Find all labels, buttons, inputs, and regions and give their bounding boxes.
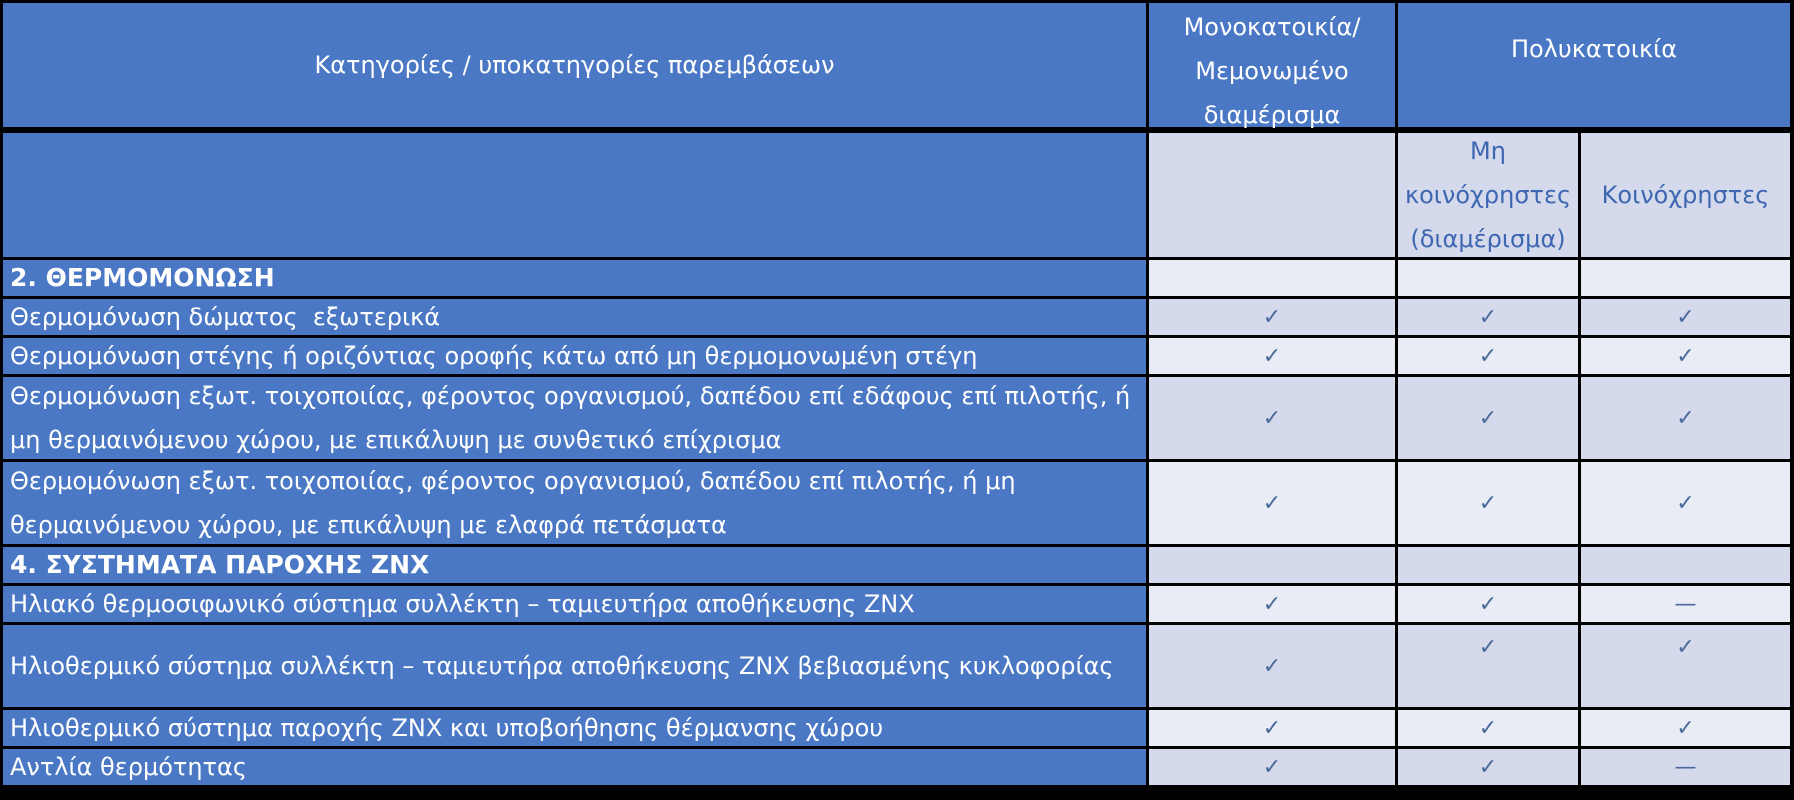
check-non-common: [1398, 377, 1578, 459]
check-common: [1581, 338, 1790, 374]
row-label-text: Θερμομόνωση δώματος εξωτερικά: [10, 303, 441, 331]
check-non-common: [1398, 338, 1578, 374]
check-mark-icon: ✓: [1676, 405, 1695, 431]
row-label-text: Θερμομόνωση στέγης ή οριζόντιας οροφής κάτω από μη θερμομονωμένη στέγη: [10, 342, 978, 370]
check-mark-icon: ✓: [1478, 343, 1498, 369]
section-title: [3, 260, 1146, 296]
check-mark-icon: ✓: [1262, 490, 1282, 516]
dash-mark-icon: —: [1674, 754, 1697, 780]
row-label: [3, 625, 1146, 707]
dash-mark-icon: —: [1674, 591, 1697, 617]
row-label: [3, 749, 1146, 785]
check-single: [1149, 749, 1395, 785]
check-non-common: [1398, 749, 1578, 785]
check-common: [1581, 749, 1790, 785]
check-mark-icon: ✓: [1478, 304, 1498, 330]
header-non-common: [1398, 133, 1578, 257]
check-common: [1581, 299, 1790, 335]
section-blank-non-common: [1398, 260, 1578, 296]
check-non-common: [1398, 710, 1578, 746]
header-common-label: Κοινόχρηστες: [1601, 181, 1770, 209]
section-title-label: 2. ΘΕΡΜΟΜΟΝΩΣΗ: [10, 263, 275, 292]
section-blank-common: [1581, 260, 1790, 296]
row-label-text: Θερμομόνωση εξωτ. τοιχοποιίας, φέροντος οργανισμού, δαπέδου επί πιλοτής, ή μη θερμαινόμενου χώρου, με επικάλυψη με ελαφρά πετάσματα: [10, 467, 1024, 539]
row-label-text: Θερμομόνωση εξωτ. τοιχοποιίας, φέροντος οργανισμού, δαπέδου επί εδάφους επί πιλοτής, ή μη θερμαινόμενου χώρου, με επικάλυψη με συνθετικό επίχρισμα: [10, 382, 1138, 454]
check-mark-icon: ✓: [1262, 343, 1282, 369]
row-label: [3, 710, 1146, 746]
check-mark-icon: ✓: [1262, 653, 1282, 679]
check-mark-icon: ✓: [1478, 635, 1498, 660]
header-apartment-building: [1398, 3, 1790, 127]
row-label-text: Ηλιοθερμικό σύστημα συλλέκτη – ταμιευτήρα αποθήκευσης ΖΝΧ βεβιασμένης κυκλοφορίας: [10, 652, 1114, 680]
check-mark-icon: ✓: [1262, 304, 1282, 330]
check-mark-icon: ✓: [1262, 715, 1282, 741]
check-common: [1581, 710, 1790, 746]
check-common: [1581, 586, 1790, 622]
row-label: [3, 338, 1146, 374]
check-mark-icon: ✓: [1478, 754, 1498, 780]
check-non-common: [1398, 586, 1578, 622]
check-mark-icon: ✓: [1478, 591, 1498, 617]
check-mark-icon: ✓: [1478, 490, 1498, 516]
row-label-text: Ηλιακό θερμοσιφωνικό σύστημα συλλέκτη – ταμιευτήρα αποθήκευσης ΖΝΧ: [10, 590, 915, 618]
header-single-blank: [1149, 133, 1395, 257]
check-mark-icon: ✓: [1478, 405, 1498, 431]
check-mark-icon: ✓: [1676, 715, 1695, 741]
check-mark-icon: ✓: [1676, 635, 1695, 660]
section-title-label: 4. ΣΥΣΤΗΜΑΤΑ ΠΑΡΟΧΗΣ ΖΝΧ: [10, 550, 430, 579]
section-title: [3, 547, 1146, 583]
check-single: [1149, 625, 1395, 707]
row-label: [3, 462, 1146, 544]
header-category: [3, 3, 1146, 127]
check-common: [1581, 377, 1790, 459]
check-mark-icon: ✓: [1262, 405, 1282, 431]
check-common: [1581, 625, 1790, 707]
section-blank-non-common: [1398, 547, 1578, 583]
row-label: [3, 299, 1146, 335]
header-common: [1581, 133, 1790, 257]
section-blank-single: [1149, 260, 1395, 296]
check-non-common: [1398, 299, 1578, 335]
header-category-blank: [3, 133, 1146, 257]
row-label-text: Αντλία θερμότητας: [10, 753, 247, 781]
row-label: [3, 586, 1146, 622]
check-mark-icon: ✓: [1676, 304, 1695, 330]
check-single: [1149, 377, 1395, 459]
section-blank-common: [1581, 547, 1790, 583]
check-mark-icon: ✓: [1676, 343, 1695, 369]
check-non-common: [1398, 625, 1578, 707]
check-single: [1149, 710, 1395, 746]
row-label: [3, 377, 1146, 459]
check-mark-icon: ✓: [1262, 754, 1282, 780]
check-non-common: [1398, 462, 1578, 544]
check-single: [1149, 338, 1395, 374]
row-label-text: Ηλιοθερμικό σύστημα παροχής ΖΝΧ και υποβοήθησης θέρμανσης χώρου: [10, 714, 884, 742]
check-mark-icon: ✓: [1262, 591, 1282, 617]
check-mark-icon: ✓: [1478, 715, 1498, 741]
header-single-dwelling: [1149, 3, 1395, 127]
check-single: [1149, 586, 1395, 622]
header-single-dwelling-label: Μονοκατοικία/ Μεμονωμένο διαμέρισμα: [1183, 13, 1361, 129]
section-blank-single: [1149, 547, 1395, 583]
header-non-common-label: Μη κοινόχρηστες (διαμέρισμα): [1404, 137, 1572, 253]
header-apartment-building-label: Πολυκατοικία: [1510, 35, 1678, 63]
check-single: [1149, 299, 1395, 335]
check-common: [1581, 462, 1790, 544]
check-single: [1149, 462, 1395, 544]
header-category-label: Κατηγορίες / υποκατηγορίες παρεμβάσεων: [314, 51, 835, 79]
check-mark-icon: ✓: [1676, 490, 1695, 516]
